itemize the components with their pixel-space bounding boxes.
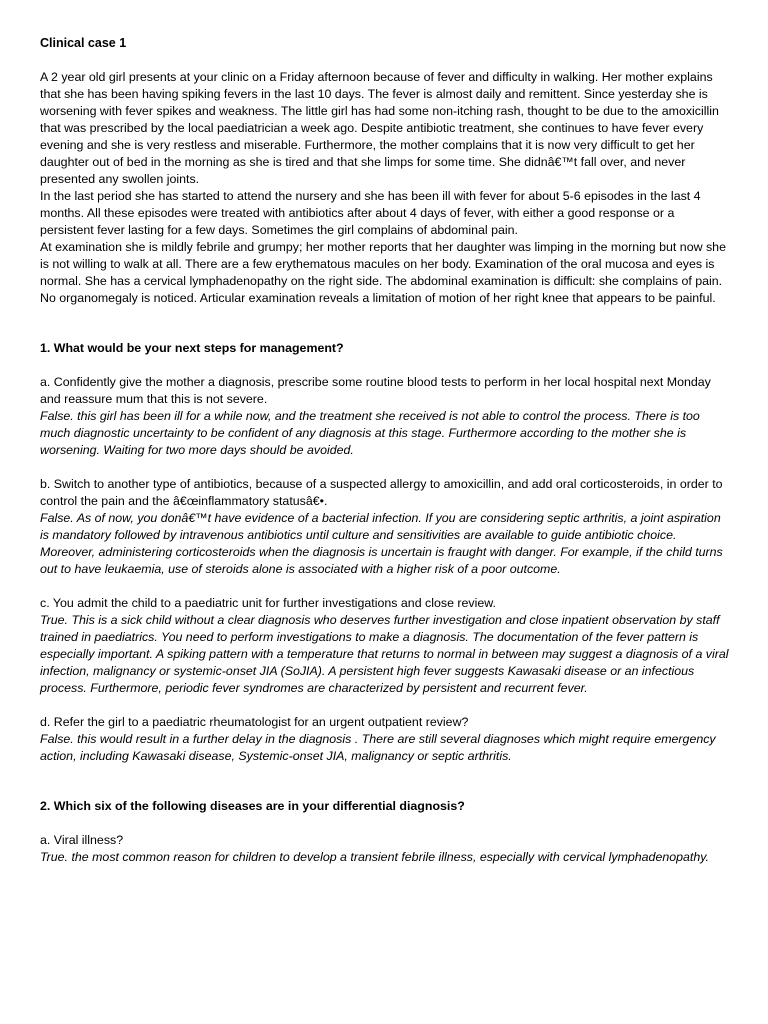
q1-answer-b: False. As of now, you donâ€™t have evidence of a bacterial infection. If you are considering septic arthritis, a joint aspiration is mandatory followed by intravenous antibiotics until culture and sensitivities are available to guide antibiotic choice. Moreover, administering corticosteroids when the diagnosis is uncertain is fraught with danger. For example, if the child turns out to have leukaemia, use of steroids alone is associated with a higher risk of a poor outcome. (40, 511, 723, 576)
q1-option-a: a. Confidently give the mother a diagnosis, prescribe some routine blood tests to perform in her local hospital next Monday and reassure mum that this is not severe. (40, 375, 711, 406)
spacer (40, 765, 730, 798)
spacer (40, 815, 730, 832)
q1-option-c: c. You admit the child to a paediatric unit for further investigations and close review. (40, 596, 496, 610)
q1-answer-a: False. this girl has been ill for a while now, and the treatment she received is not able to control the process. There is too much diagnostic uncertainty to be confident of any diagnosis at this stage. Furthermore according to the mother she is worsening. Waiting for two more days should be avoided. (40, 409, 700, 457)
q2-option-a: a. Viral illness? (40, 833, 124, 847)
q1-answer-c: True. This is a sick child without a clear diagnosis who deserves further investigation and close inpatient observation by staff trained in paediatrics. You need to perform investigations to make a diagnosis. The documentation of the fever pattern is especially important. A spiking pattern with a temperature that returns to normal in between may suggest a diagnosis of a viral infection, malignancy or systemic-onset JIA (SoJIA). A persistent high fever suggests Kawasaki disease or an infectious process. Furthermore, periodic fever syndromes are characterized by persistent and recurrent fever. (40, 613, 729, 695)
question-1: 1. What would be your next steps for management? (40, 341, 344, 355)
spacer (40, 697, 730, 714)
case-title: Clinical case 1 (40, 36, 127, 50)
spacer (40, 578, 730, 595)
q1-answer-d: False. this would result in a further delay in the diagnosis . There are still several diagnoses which might require emergency action, including Kawasaki disease, Systemic-onset JIA, malignancy or septic arthritis. (40, 732, 716, 763)
q1-option-d: d. Refer the girl to a paediatric rheumatologist for an urgent outpatient review? (40, 715, 469, 729)
spacer (40, 459, 730, 476)
spacer (40, 307, 730, 340)
spacer (40, 357, 730, 374)
intro-paragraph-1: A 2 year old girl presents at your clinic on a Friday afternoon because of fever and difficulty in walking. Her mother explains that she has been having spiking fevers in the last 10 days. The fever is almost daily and remittent. Since yesterday she is worsening with fever spikes and weakness. The little girl has had some non-itching rash, thought to be due to the amoxicillin that was prescribed by the local paediatrician a week ago. Despite antibiotic treatment, she continues to have fever every evening and she is very restless and miserable. Furthermore, the mother complains that it is now very difficult to get her daughter out of bed in the morning as she is tired and that she limps for some time. She didnâ€™t fall over, and never presented any swollen joints. (40, 70, 719, 186)
q1-option-b: b. Switch to another type of antibiotics, because of a suspected allergy to amoxicillin, and add oral corticosteroids, in order to control the pain and the â€œinflammatory statusâ€•. (40, 477, 723, 508)
q2-answer-a: True. the most common reason for children to develop a transient febrile illness, especially with cervical lymphadenopathy. (40, 850, 709, 864)
intro-paragraph-3: At examination she is mildly febrile and grumpy; her mother reports that her daughter was limping in the morning but now she is not willing to walk at all. There are a few erythematous macules on her body. Examination of the oral mucosa and eyes is normal. She has a cervical lymphadenopathy on the right side. The abdominal examination is difficult: she complains of pain. No organomegaly is noticed. Articular examination reveals a limitation of motion of her right knee that appears to be painful. (40, 240, 726, 305)
intro-paragraph-2: In the last period she has started to attend the nursery and she has been ill with fever for about 5-6 episodes in the last 4 months. All these episodes were treated with antibiotics after about 4 days of fever, with either a good response or a persistent fever lasting for a few days. Sometimes the girl complains of abdominal pain. (40, 189, 701, 237)
question-2: 2. Which six of the following diseases are in your differential diagnosis? (40, 799, 465, 813)
